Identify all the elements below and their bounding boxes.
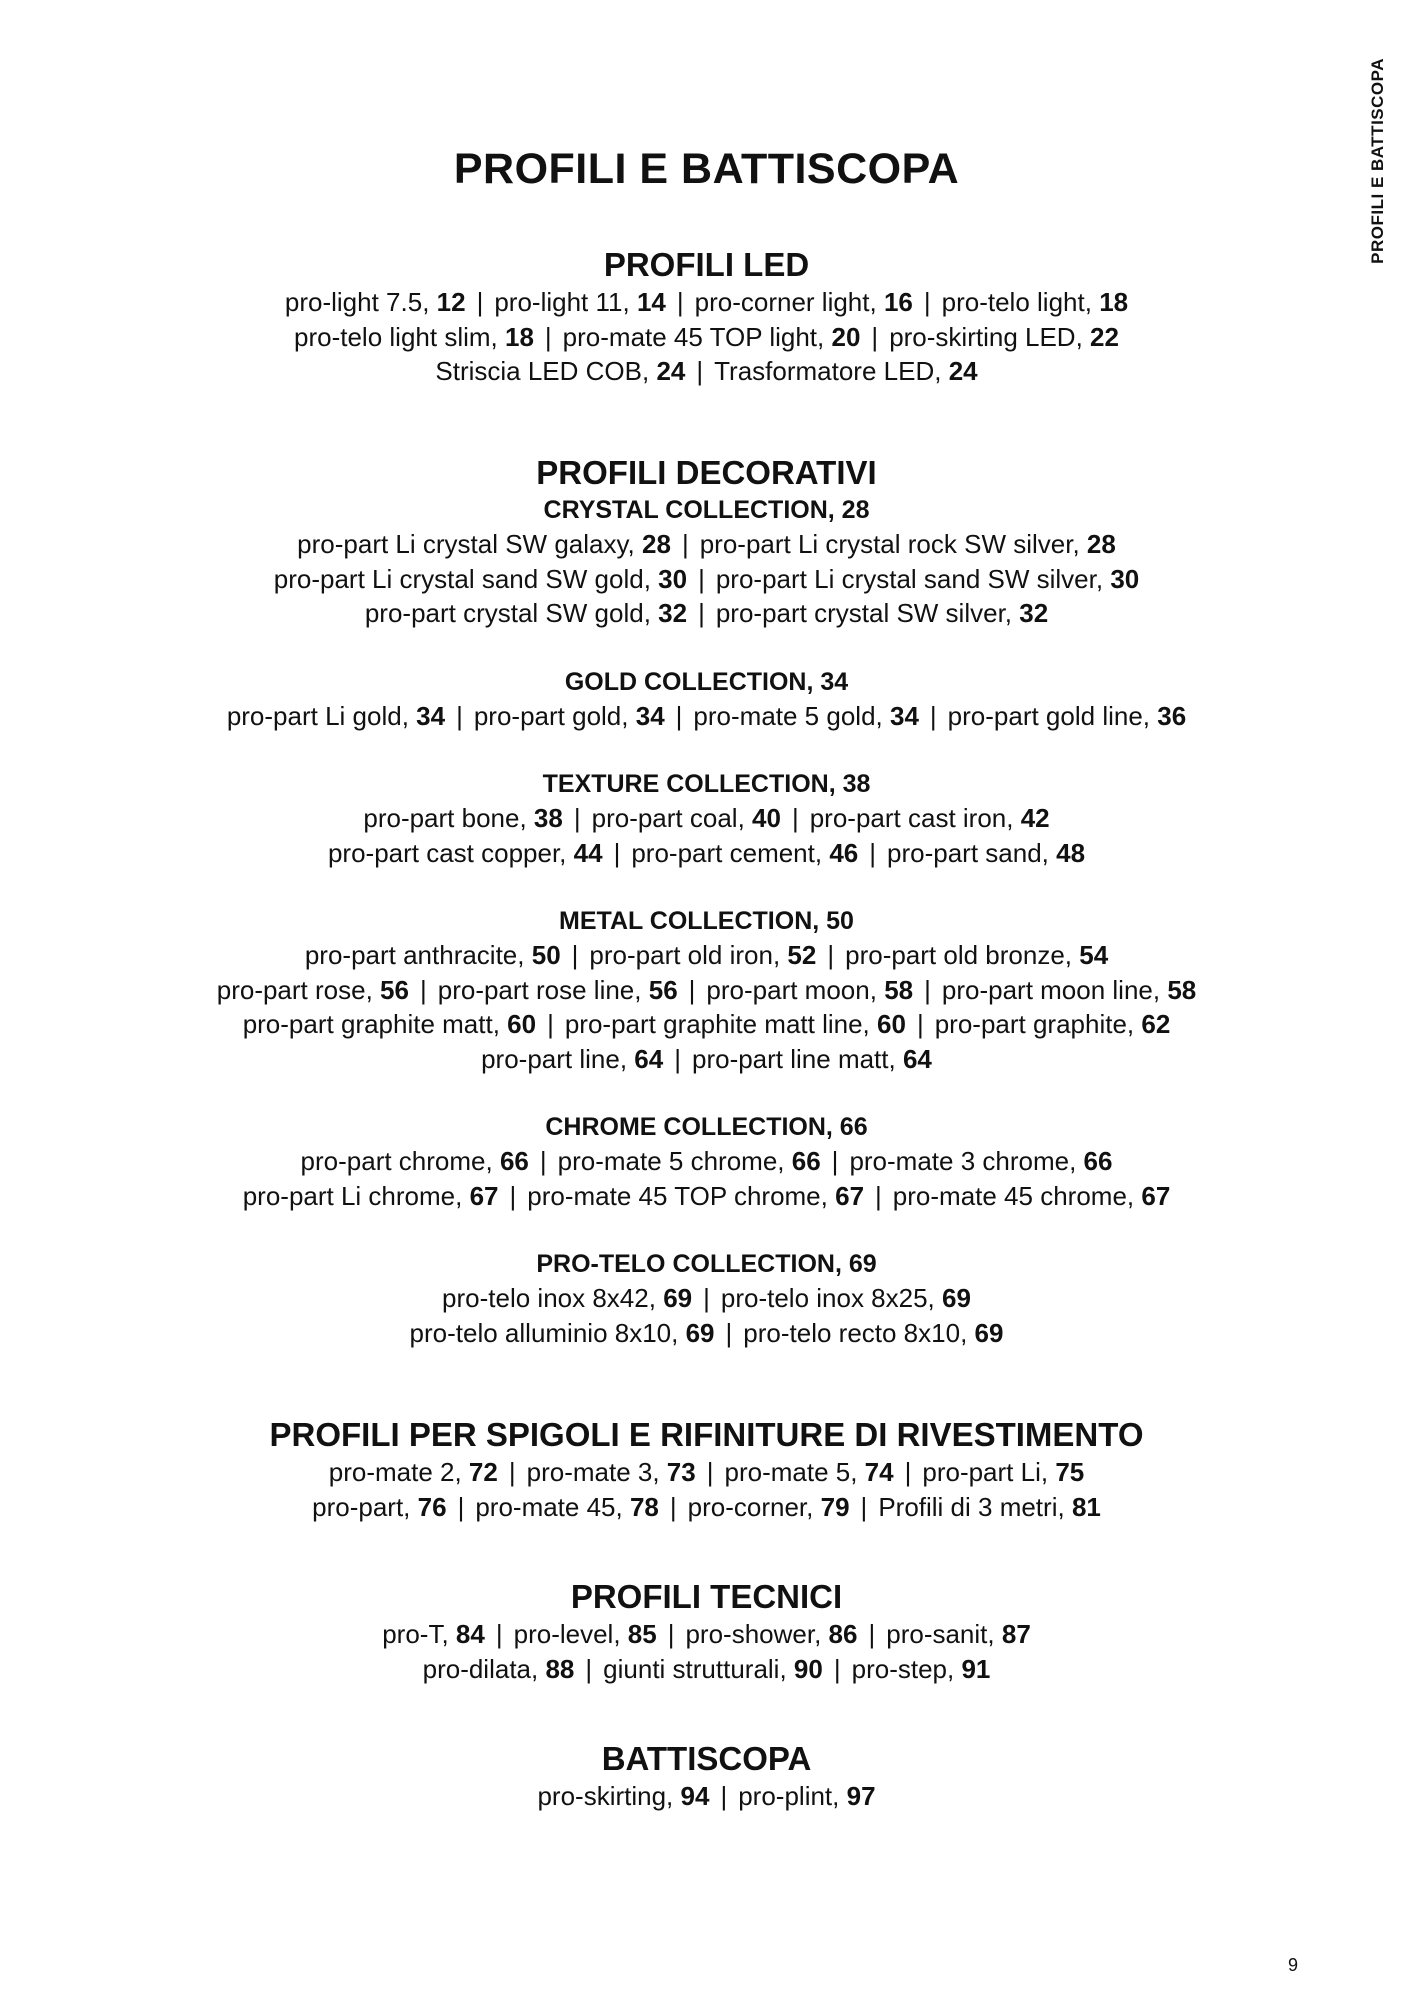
separator: | bbox=[706, 1457, 714, 1487]
separator: | bbox=[875, 1180, 882, 1211]
product-name: pro-mate 45 chrome, bbox=[892, 1180, 1135, 1211]
product-name: pro-part Li gold, bbox=[226, 700, 409, 731]
entry-line bbox=[0, 1779, 1413, 1814]
product-name: pro-light 11, bbox=[494, 287, 630, 317]
page-ref: 60 bbox=[877, 1009, 906, 1039]
product-name: pro-part line matt, bbox=[691, 1043, 896, 1074]
product-name: pro-part moon line, bbox=[941, 974, 1161, 1005]
separator: | bbox=[868, 1619, 876, 1649]
product-entry bbox=[721, 1283, 971, 1313]
section-title: PROFILI DECORATIVI bbox=[536, 454, 877, 491]
page-ref: 85 bbox=[627, 1619, 657, 1649]
page-number: 9 bbox=[1288, 1955, 1299, 1975]
page-ref: 72 bbox=[468, 1457, 498, 1487]
separator: | bbox=[681, 529, 689, 559]
collection-gold bbox=[0, 665, 1413, 734]
product-name: pro-part Li crystal sand SW silver, bbox=[715, 563, 1104, 594]
entry-line bbox=[0, 801, 1413, 836]
entry-line bbox=[0, 1617, 1413, 1652]
product-entry bbox=[716, 598, 1048, 628]
page-ref: 64 bbox=[634, 1043, 664, 1074]
entry-line bbox=[0, 285, 1413, 320]
separator: | bbox=[698, 598, 705, 628]
collection-protelo bbox=[0, 1247, 1413, 1350]
product-entry bbox=[810, 803, 1050, 833]
separator: | bbox=[688, 974, 696, 1005]
page-ref: 88 bbox=[545, 1653, 575, 1684]
product-name: pro-light 7.5, bbox=[284, 287, 430, 317]
separator: | bbox=[916, 1009, 924, 1039]
entry-line bbox=[0, 1652, 1413, 1687]
separator: | bbox=[508, 1457, 516, 1487]
separator: | bbox=[585, 1653, 593, 1684]
product-name: pro-part gold, bbox=[473, 700, 629, 731]
page-ref: 34 bbox=[635, 700, 665, 731]
product-entry bbox=[692, 1044, 932, 1074]
page-ref: 90 bbox=[793, 1653, 823, 1684]
page-ref: 20 bbox=[831, 321, 861, 352]
product-entry bbox=[329, 1457, 498, 1487]
section-title: BATTISCOPA bbox=[601, 1740, 812, 1777]
product-entry bbox=[312, 1492, 446, 1522]
page-ref: 94 bbox=[680, 1781, 710, 1811]
product-entry bbox=[217, 975, 409, 1005]
entry-line bbox=[0, 1490, 1413, 1525]
product-entry bbox=[410, 1318, 715, 1348]
section-title: PROFILI PER SPIGOLI E RIFINITURE DI RIVESTIMENTO bbox=[269, 1416, 1144, 1453]
page-ref: 24 bbox=[948, 356, 978, 386]
separator: | bbox=[924, 974, 931, 1005]
page-ref: 86 bbox=[828, 1619, 858, 1649]
page-ref: 66 bbox=[499, 1146, 529, 1176]
page-ref: 22 bbox=[1090, 321, 1119, 352]
page-ref: 12 bbox=[436, 287, 466, 317]
entry-list bbox=[0, 801, 1413, 870]
page-ref: 75 bbox=[1055, 1457, 1085, 1487]
product-entry bbox=[305, 940, 561, 970]
product-entry bbox=[565, 1009, 906, 1039]
product-entry bbox=[558, 1146, 821, 1176]
page-title: PROFILI E BATTISCOPA bbox=[453, 145, 960, 193]
product-entry bbox=[527, 1457, 696, 1487]
product-entry bbox=[685, 1619, 857, 1649]
product-name: pro-part Li crystal SW galaxy, bbox=[297, 529, 635, 559]
separator: | bbox=[571, 940, 579, 970]
collection-metal bbox=[0, 904, 1413, 1076]
product-name: pro-step, bbox=[851, 1653, 955, 1684]
product-entry bbox=[328, 838, 603, 868]
product-name: pro-part graphite matt line, bbox=[564, 1009, 870, 1039]
product-name: pro-mate 5 chrome, bbox=[557, 1146, 785, 1176]
product-name: pro-part line, bbox=[481, 1043, 628, 1074]
product-entry bbox=[695, 287, 913, 317]
collection-texture bbox=[0, 767, 1413, 870]
separator: | bbox=[833, 1653, 841, 1684]
entry-line bbox=[0, 973, 1413, 1008]
page-ref: 28 bbox=[642, 529, 671, 559]
product-name: pro-part, bbox=[312, 1491, 411, 1522]
entry-line bbox=[0, 527, 1413, 562]
page-ref: 28 bbox=[1086, 529, 1116, 559]
product-entry bbox=[724, 1457, 893, 1487]
entry-line bbox=[0, 836, 1413, 871]
collection-title: GOLD COLLECTION, 34 bbox=[564, 667, 849, 696]
product-entry bbox=[845, 940, 1108, 970]
separator: | bbox=[676, 287, 684, 317]
product-name: Striscia LED COB, bbox=[435, 356, 650, 386]
product-name: pro-mate 45 TOP chrome, bbox=[527, 1180, 828, 1211]
section-decorativi bbox=[0, 453, 1413, 1350]
entry-line bbox=[0, 320, 1413, 355]
product-name: pro-part cement, bbox=[631, 837, 823, 868]
product-name: pro-telo light, bbox=[941, 287, 1092, 317]
collection-chrome bbox=[0, 1110, 1413, 1213]
separator: | bbox=[860, 1491, 868, 1522]
entry-line bbox=[0, 1455, 1413, 1490]
product-entry bbox=[693, 701, 918, 731]
page-ref: 48 bbox=[1056, 837, 1086, 868]
product-entry bbox=[363, 803, 562, 833]
product-name: Trasformatore LED, bbox=[714, 356, 942, 386]
product-name: pro-part Li crystal rock SW silver, bbox=[699, 529, 1080, 559]
page-ref: 69 bbox=[685, 1317, 715, 1348]
entry-line bbox=[0, 562, 1413, 597]
separator: | bbox=[544, 321, 552, 352]
page-ref: 34 bbox=[416, 700, 446, 731]
page-ref: 84 bbox=[455, 1619, 485, 1649]
page-ref: 69 bbox=[974, 1317, 1004, 1348]
product-entry bbox=[227, 701, 445, 731]
page-ref: 67 bbox=[835, 1180, 865, 1211]
product-name: pro-telo recto 8x10, bbox=[743, 1317, 968, 1348]
product-entry bbox=[285, 287, 466, 317]
separator: | bbox=[675, 700, 683, 731]
page-ref: 52 bbox=[787, 940, 817, 970]
page-ref: 40 bbox=[752, 803, 781, 833]
product-name: pro-level, bbox=[513, 1619, 621, 1649]
product-name: pro-part Li chrome, bbox=[242, 1180, 463, 1211]
separator: | bbox=[698, 563, 705, 594]
separator: | bbox=[456, 700, 463, 731]
product-name: pro-part old bronze, bbox=[845, 940, 1073, 970]
product-name: pro-telo inox 8x42, bbox=[442, 1283, 656, 1313]
collection-title: METAL COLLECTION, 50 bbox=[559, 907, 854, 935]
section-battiscopa bbox=[0, 1739, 1413, 1814]
product-name: pro-part cast iron, bbox=[809, 803, 1014, 833]
product-entry bbox=[942, 975, 1196, 1005]
separator: | bbox=[703, 1283, 710, 1313]
product-name: pro-part coal, bbox=[591, 803, 745, 833]
product-name: pro-part moon, bbox=[706, 974, 877, 1005]
product-entry bbox=[423, 1654, 575, 1684]
product-name: pro-skirting LED, bbox=[889, 321, 1083, 352]
separator: | bbox=[720, 1781, 728, 1811]
product-entry bbox=[738, 1781, 875, 1811]
product-name: pro-part graphite, bbox=[934, 1009, 1135, 1039]
entry-list bbox=[0, 938, 1413, 1076]
product-entry bbox=[743, 1318, 1003, 1348]
product-name: pro-corner, bbox=[687, 1491, 814, 1522]
product-entry bbox=[514, 1619, 657, 1649]
product-name: pro-part sand, bbox=[887, 837, 1049, 868]
page-ref: 87 bbox=[1001, 1619, 1031, 1649]
product-name: pro-corner light, bbox=[694, 287, 877, 317]
product-entry bbox=[893, 1181, 1170, 1211]
product-name: pro-part crystal SW gold, bbox=[364, 598, 651, 628]
page-ref: 74 bbox=[864, 1457, 894, 1487]
page-ref: 18 bbox=[504, 321, 534, 352]
product-name: pro-mate 45 TOP light, bbox=[562, 321, 825, 352]
product-name: pro-part rose line, bbox=[437, 974, 642, 1005]
product-entry bbox=[301, 1146, 529, 1176]
product-name: pro-mate 3, bbox=[526, 1457, 660, 1487]
product-entry bbox=[589, 940, 816, 970]
separator: | bbox=[831, 1146, 839, 1176]
product-entry bbox=[297, 529, 671, 559]
page-ref: 58 bbox=[1167, 974, 1197, 1005]
separator: | bbox=[929, 700, 937, 731]
product-name: pro-mate 2, bbox=[328, 1457, 462, 1487]
product-entry bbox=[537, 1781, 709, 1811]
page-ref: 56 bbox=[380, 974, 409, 1005]
entry-list bbox=[0, 527, 1413, 631]
product-entry bbox=[294, 322, 534, 352]
page-ref: 69 bbox=[663, 1283, 693, 1313]
entry-list bbox=[0, 1617, 1413, 1686]
page-ref: 32 bbox=[658, 598, 688, 628]
separator: | bbox=[669, 1491, 677, 1522]
separator: | bbox=[827, 940, 835, 970]
product-name: pro-plint, bbox=[738, 1781, 840, 1811]
product-name: pro-part old iron, bbox=[589, 940, 781, 970]
page-ref: 38 bbox=[533, 803, 563, 833]
separator: | bbox=[419, 974, 427, 1005]
product-name: pro-part Li, bbox=[922, 1457, 1049, 1487]
entry-line bbox=[0, 699, 1413, 734]
product-entry bbox=[887, 838, 1085, 868]
entry-line bbox=[0, 1144, 1413, 1179]
product-name: pro-telo light slim, bbox=[294, 321, 498, 352]
page-ref: 50 bbox=[531, 940, 561, 970]
separator: | bbox=[547, 1009, 554, 1039]
separator: | bbox=[457, 1491, 465, 1522]
page-ref: 30 bbox=[1110, 563, 1140, 594]
entry-line bbox=[0, 1007, 1413, 1042]
product-entry bbox=[716, 564, 1139, 594]
separator: | bbox=[573, 803, 581, 833]
product-entry bbox=[878, 1492, 1101, 1522]
product-entry bbox=[435, 356, 685, 386]
entry-line bbox=[0, 938, 1413, 973]
entry-line bbox=[0, 1281, 1413, 1316]
product-entry bbox=[852, 1654, 991, 1684]
page-ref: 42 bbox=[1020, 803, 1050, 833]
product-entry bbox=[474, 701, 665, 731]
page-ref: 73 bbox=[666, 1457, 696, 1487]
page-ref: 16 bbox=[883, 287, 913, 317]
product-name: pro-part cast copper, bbox=[327, 837, 567, 868]
product-entry bbox=[948, 701, 1187, 731]
separator: | bbox=[495, 1619, 503, 1649]
page-ref: 66 bbox=[1083, 1146, 1113, 1176]
product-entry bbox=[886, 1619, 1031, 1649]
product-entry bbox=[442, 1283, 692, 1313]
page-ref: 56 bbox=[648, 974, 678, 1005]
page-ref: 46 bbox=[829, 837, 859, 868]
page-ref: 14 bbox=[636, 287, 666, 317]
product-entry bbox=[706, 975, 913, 1005]
page-ref: 30 bbox=[658, 563, 688, 594]
page-ref: 66 bbox=[791, 1146, 821, 1176]
product-name: pro-part crystal SW silver, bbox=[715, 598, 1013, 628]
product-entry bbox=[603, 1654, 823, 1684]
product-name: pro-sanit, bbox=[886, 1619, 995, 1649]
section-title: PROFILI LED bbox=[603, 246, 810, 283]
product-entry bbox=[494, 287, 666, 317]
product-entry bbox=[922, 1457, 1084, 1487]
page-ref: 67 bbox=[469, 1180, 499, 1211]
separator: | bbox=[539, 1146, 547, 1176]
entry-line bbox=[0, 1042, 1413, 1077]
section-spigoli bbox=[0, 1415, 1413, 1524]
page-ref: 81 bbox=[1071, 1491, 1101, 1522]
product-name: pro-dilata, bbox=[422, 1653, 539, 1684]
product-entry bbox=[849, 1146, 1112, 1176]
page-ref: 32 bbox=[1019, 598, 1049, 628]
separator: | bbox=[674, 1043, 681, 1074]
product-entry bbox=[243, 1181, 499, 1211]
product-name: pro-part gold line, bbox=[947, 700, 1151, 731]
product-name: pro-part graphite matt, bbox=[242, 1009, 500, 1039]
page-ref: 67 bbox=[1141, 1180, 1171, 1211]
spine-label: PROFILI E BATTISCOPA bbox=[1368, 58, 1387, 264]
entry-line bbox=[0, 1316, 1413, 1351]
section-tecnici bbox=[0, 1577, 1413, 1686]
page-ref: 36 bbox=[1157, 700, 1187, 731]
product-name: pro-telo alluminio 8x10, bbox=[409, 1317, 679, 1348]
collection-title: CRYSTAL COLLECTION, 28 bbox=[543, 496, 870, 524]
section-title: PROFILI TECNICI bbox=[570, 1578, 843, 1615]
page-ref: 97 bbox=[846, 1781, 876, 1811]
product-name: pro-part rose, bbox=[216, 974, 373, 1005]
product-name: pro-mate 45, bbox=[475, 1491, 623, 1522]
entry-list bbox=[0, 1281, 1413, 1350]
page-ref: 64 bbox=[902, 1043, 932, 1074]
entry-line bbox=[0, 1179, 1413, 1214]
page-ref: 79 bbox=[820, 1491, 850, 1522]
collection-title: PRO-TELO COLLECTION, 69 bbox=[536, 1250, 877, 1278]
page-ref: 60 bbox=[507, 1009, 537, 1039]
product-name: giunti strutturali, bbox=[603, 1653, 787, 1684]
page-ref: 34 bbox=[889, 700, 919, 731]
separator: | bbox=[923, 287, 931, 317]
entry-line bbox=[0, 596, 1413, 631]
collection-title: TEXTURE COLLECTION, 38 bbox=[542, 770, 871, 798]
collection-title: CHROME COLLECTION, 66 bbox=[545, 1113, 868, 1141]
separator: | bbox=[613, 837, 621, 868]
page-ref: 91 bbox=[961, 1653, 991, 1684]
page-ref: 76 bbox=[417, 1491, 447, 1522]
entry-line bbox=[0, 354, 1413, 389]
separator: | bbox=[791, 803, 799, 833]
separator: | bbox=[869, 837, 877, 868]
product-entry bbox=[527, 1181, 864, 1211]
separator: | bbox=[871, 321, 879, 352]
page-ref: 44 bbox=[573, 837, 603, 868]
product-entry bbox=[243, 1009, 536, 1039]
product-entry bbox=[889, 322, 1119, 352]
product-entry bbox=[700, 529, 1116, 559]
separator: | bbox=[667, 1619, 675, 1649]
product-name: pro-part bone, bbox=[363, 803, 527, 833]
product-name: pro-part chrome, bbox=[300, 1146, 493, 1176]
product-entry bbox=[563, 322, 861, 352]
page-ref: 24 bbox=[656, 356, 686, 386]
entry-list bbox=[0, 1144, 1413, 1213]
product-name: Profili di 3 metri, bbox=[878, 1491, 1065, 1522]
product-name: pro-mate 3 chrome, bbox=[849, 1146, 1077, 1176]
product-name: pro-shower, bbox=[685, 1619, 822, 1649]
product-entry bbox=[631, 838, 858, 868]
product-name: pro-part anthracite, bbox=[304, 940, 525, 970]
product-name: pro-mate 5 gold, bbox=[693, 700, 883, 731]
page-ref: 78 bbox=[629, 1491, 659, 1522]
entry-list bbox=[0, 699, 1413, 734]
product-name: pro-T, bbox=[382, 1619, 449, 1649]
product-entry bbox=[688, 1492, 850, 1522]
entry-list bbox=[0, 1455, 1413, 1524]
product-entry bbox=[481, 1044, 663, 1074]
entry-list bbox=[0, 1779, 1413, 1814]
product-entry bbox=[382, 1619, 485, 1649]
product-name: pro-mate 5, bbox=[724, 1457, 858, 1487]
separator: | bbox=[725, 1317, 733, 1348]
separator: | bbox=[904, 1457, 912, 1487]
product-entry bbox=[942, 287, 1128, 317]
separator: | bbox=[509, 1180, 517, 1211]
entry-list bbox=[0, 285, 1413, 389]
separator: | bbox=[476, 287, 484, 317]
product-name: pro-skirting, bbox=[537, 1781, 674, 1811]
product-name: pro-part Li crystal sand SW gold, bbox=[273, 563, 651, 594]
product-entry bbox=[438, 975, 678, 1005]
page-ref: 58 bbox=[884, 974, 914, 1005]
page-ref: 69 bbox=[942, 1283, 971, 1313]
collection-crystal bbox=[0, 493, 1413, 631]
product-name: pro-telo inox 8x25, bbox=[720, 1283, 935, 1313]
product-entry bbox=[365, 598, 687, 628]
product-entry bbox=[714, 356, 977, 386]
page-ref: 62 bbox=[1141, 1009, 1171, 1039]
section-led bbox=[0, 245, 1413, 389]
product-entry bbox=[274, 564, 687, 594]
product-entry bbox=[592, 803, 781, 833]
separator: | bbox=[696, 356, 704, 386]
page-ref: 18 bbox=[1099, 287, 1129, 317]
product-entry bbox=[475, 1492, 659, 1522]
product-entry bbox=[935, 1009, 1171, 1039]
page-ref: 54 bbox=[1079, 940, 1109, 970]
